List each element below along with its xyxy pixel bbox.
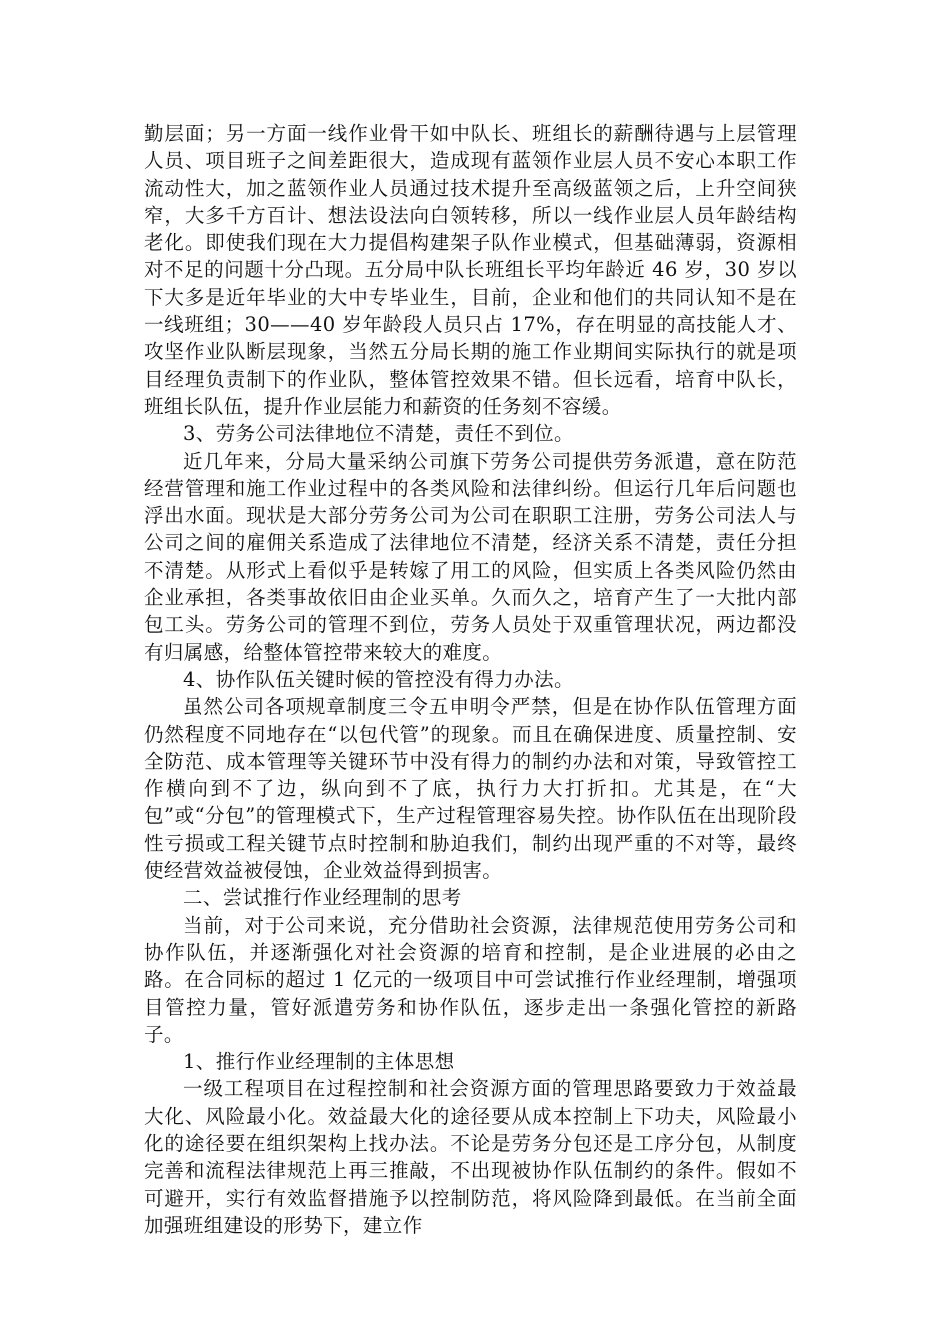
body-paragraph: 近几年来，分局大量采纳公司旗下劳务公司提供劳务派遣，意在防范经营管理和施工作业过程中的各类风险和法律纠纷。但运行几年后问题也浮出水面。现状是大部分劳务公司为公司在职职工注册，劳务公司法人与公司之间的雇佣关系造成了法律地位不清楚，经济关系不清楚，责任分担不清楚。从形式上看似乎是转嫁了用工的风险，但实质上各类风险仍然由企业承担，各类事故依旧由企业买单。久而久之，培育产生了一大批内部包工头。劳务公司的管理不到位，劳务人员处于双重管理状况，两边都没有归属感，给整体管控带来较大的难度。 — [144, 449, 797, 664]
section-heading: 4、协作队伍关键时候的管控没有得力办法。 — [183, 667, 574, 691]
body-paragraph: 当前，对于公司来说，充分借助社会资源，法律规范使用劳务公司和协作队伍，并逐渐强化对社会资源的培育和控制，是企业进展的必由之路。在合同标的超过 1 亿元的一级项目中可尝试推行作业经理制，增强项目管控力量，管好派遣劳务和协作队伍，逐步走出一条强化管控的新路子。 — [144, 913, 797, 1046]
body-paragraph: 勤层面；另一方面一线作业骨干如中队长、班组长的薪酬待遇与上层管理人员、项目班子之间差距很大，造成现有蓝领作业层人员不安心本职工作流动性大，加之蓝领作业人员通过技术提升至高级蓝领之后，上升空间狭窄，大多千方百计、想法设法向白领转移，所以一线作业层人员年龄结构老化。即使我们现在大力提倡构建架子队作业模式，但基础薄弱，资源相对不足的问题十分凸现。五分局中队长班组长平均年龄近 46 岁，30 岁以下大多是近年毕业的大中专毕业生，目前，企业和他们的共同认知不是在一线班组；30——40 岁年龄段人员只占 17%，存在明显的高技能人才、攻坚作业队断层现象，当然五分局长期的施工作业期间实际执行的就是项目经理负责制下的作业队，整体管控效果不错。但长远看，培育中队长，班组长队伍，提升作业层能力和薪资的任务刻不容缓。 — [144, 122, 797, 418]
chapter-heading: 二、尝试推行作业经理制的思考 — [183, 886, 462, 910]
document-page — [144, 120, 797, 1239]
body-paragraph: 一级工程项目在过程控制和社会资源方面的管理思路要致力于效益最大化、风险最小化。效益最大化的途径要从成本控制上下功夫，风险最小化的途径要在组织架构上找办法。不论是劳务分包还是工序分包，从制度完善和流程法律规范上再三推敲，不出现被协作队伍制约的条件。假如不可避开，实行有效监督措施予以控制防范，将风险降到最低。在当前全面加强班组建设的形势下，建立作 — [144, 1077, 797, 1237]
body-paragraph: 虽然公司各项规章制度三令五申明令严禁，但是在协作队伍管理方面仍然程度不同地存在“以包代管”的现象。而且在确保进度、质量控制、安全防范、成本管理等关键环节中没有得力的制约办法和对策，导致管控工作横向到不了边，纵向到不了底，执行力大打折扣。尤其是，在“大包”或“分包”的管理模式下，生产过程管理容易失控。协作队伍在出现阶段性亏损或工程关键节点时控制和胁迫我们，制约出现严重的不对等，最终使经营效益被侵蚀，企业效益得到损害。 — [144, 695, 797, 883]
section-heading: 1、推行作业经理制的主体思想 — [183, 1050, 455, 1074]
section-heading: 3、劳务公司法律地位不清楚，责任不到位。 — [183, 422, 574, 446]
